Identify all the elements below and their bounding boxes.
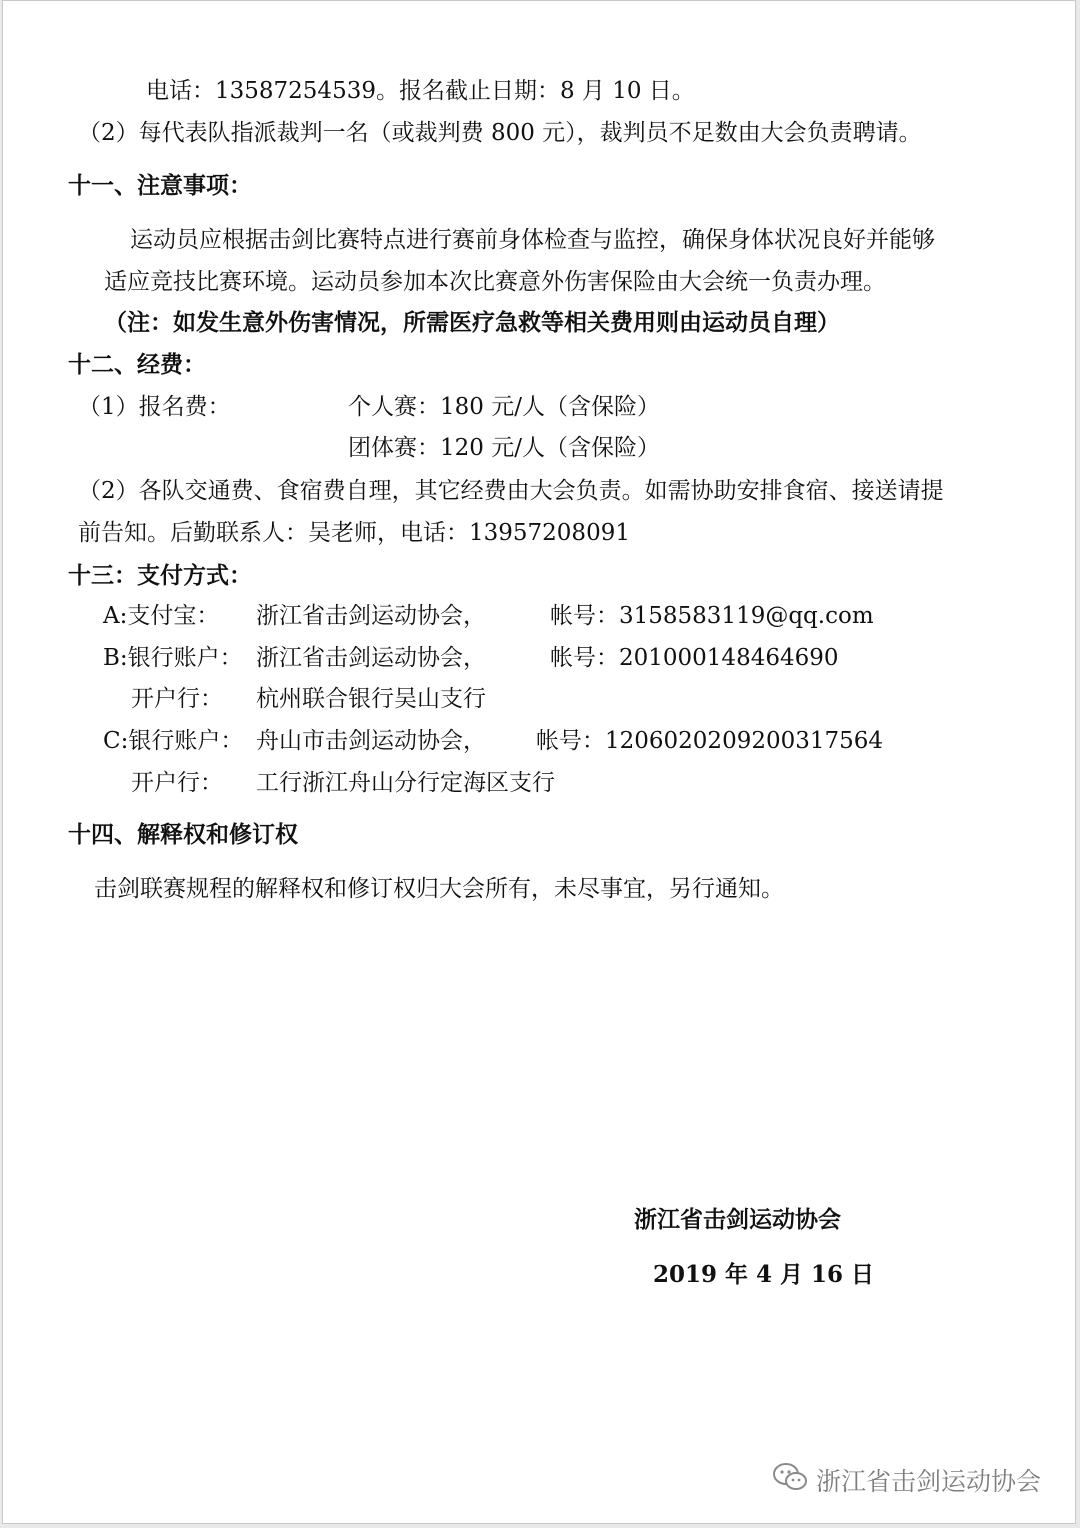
section-14-paragraph: 击剑联赛规程的解释权和修订权归大会所有，未尽事宜，另行通知。: [94, 876, 784, 902]
payment-a-name: 浙江省击剑运动协会，: [256, 603, 486, 629]
section-13-heading: 十三：支付方式：: [68, 562, 252, 589]
section-12-heading: 十二、经费：: [68, 351, 206, 378]
other-expenses-line-2: 前告知。后勤联系人：吴老师，电话：13957208091: [78, 520, 630, 546]
signature-org: 浙江省击剑运动协会: [634, 1206, 841, 1233]
fee-label: （1）报名费：: [78, 394, 231, 420]
fee-team: 团体赛：120 元/人（含保险）: [348, 435, 660, 461]
section-14-heading: 十四、解释权和修订权: [68, 821, 298, 848]
payment-b-bank: 杭州联合银行吴山支行: [256, 686, 486, 712]
payment-c-bank-label: 开户行：: [131, 770, 223, 796]
document-page: [2, 0, 1076, 1524]
section-11-paragraph-line-1: 运动员应根据击剑比赛特点进行赛前身体检查与监控，确保身体状况良好并能够: [130, 227, 935, 253]
payment-b-account: 帐号：201000148464690: [550, 645, 839, 671]
section-11-note: （注：如发生意外伤害情况，所需医疗急救等相关费用则由运动员自理）: [104, 309, 840, 336]
payment-b-label: B:银行账户：: [103, 645, 243, 671]
registration-phone-line: 电话：13587254539。报名截止日期：8 月 10 日。: [146, 78, 695, 104]
payment-c-label: C:银行账户：: [103, 728, 244, 754]
payment-a-label: A:支付宝：: [103, 603, 220, 629]
signature-date: 2019 年 4 月 16 日: [653, 1261, 875, 1288]
wechat-icon: [772, 1462, 808, 1498]
payment-b-name: 浙江省击剑运动协会，: [256, 645, 486, 671]
section-11-heading: 十一、注意事项：: [68, 172, 252, 199]
section-11-paragraph-line-2: 适应竞技比赛环境。运动员参加本次比赛意外伤害保险由大会统一负责办理。: [104, 269, 886, 295]
fee-individual: 个人赛：180 元/人（含保险）: [348, 394, 660, 420]
payment-c-bank: 工行浙江舟山分行定海区支行: [256, 770, 555, 796]
payment-a-account: 帐号：3158583119@qq.com: [550, 603, 874, 629]
payment-c-name: 舟山市击剑运动协会，: [256, 728, 486, 754]
other-expenses-line-1: （2）各队交通费、食宿费自理，其它经费由大会负责。如需协助安排食宿、接送请提: [78, 478, 944, 504]
payment-c-account: 帐号：1206020209200317564: [536, 728, 884, 754]
payment-b-bank-label: 开户行：: [131, 686, 223, 712]
referee-line: （2）每代表队指派裁判一名（或裁判费 800 元），裁判员不足数由大会负责聘请。: [78, 120, 922, 146]
watermark-text: 浙江省击剑运动协会: [815, 1467, 1041, 1496]
watermark: [772, 1463, 1041, 1497]
